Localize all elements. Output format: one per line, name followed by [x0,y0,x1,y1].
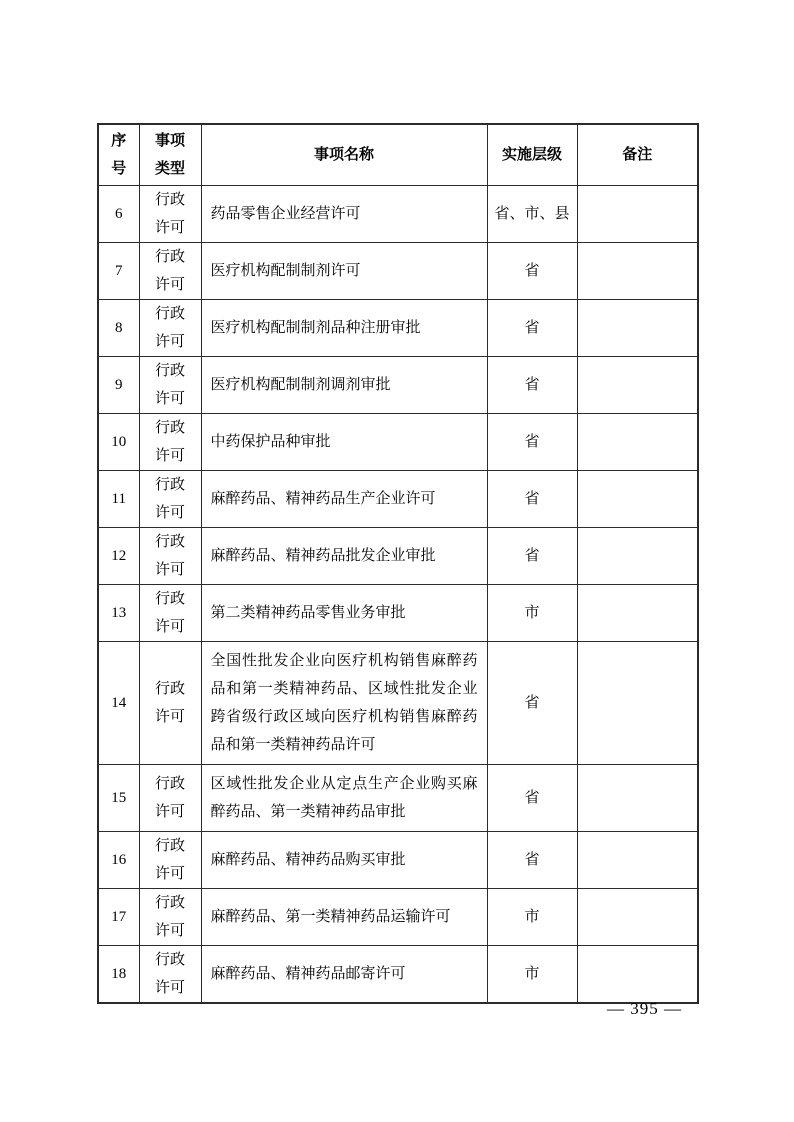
cell-item-type-label: 行政许可 [155,249,186,293]
table-body [98,186,698,1004]
cell-item-type [139,471,201,528]
cell-item-name: 麻醉药品、精神药品购买审批 [201,832,487,889]
cell-serial-number: 18 [98,946,139,1004]
cell-item-type [139,946,201,1004]
cell-item-type-label: 行政许可 [155,363,186,407]
header-label: 事项名称 [313,146,374,163]
table-row [98,585,698,642]
cell-serial-number: 10 [98,414,139,471]
cell-remark [577,357,698,414]
cell-item-type [139,889,201,946]
cell-implementation-level: 省 [487,765,577,832]
column-header-item-type [139,124,201,186]
cell-implementation-level: 省、市、县 [487,186,577,243]
cell-serial-number: 15 [98,765,139,832]
header-label: 实施层级 [501,146,562,163]
cell-serial-number: 7 [98,243,139,300]
table-row [98,765,698,832]
cell-remark [577,946,698,1004]
cell-item-type-label: 行政许可 [155,895,186,939]
cell-implementation-level: 市 [487,585,577,642]
cell-item-name: 医疗机构配制制剂调剂审批 [201,357,487,414]
cell-serial-number: 9 [98,357,139,414]
cell-remark [577,414,698,471]
cell-remark [577,243,698,300]
page-number: — 395 — [607,999,682,1018]
table-row [98,471,698,528]
cell-serial-number: 17 [98,889,139,946]
cell-item-type-label: 行政许可 [155,192,186,236]
cell-remark [577,585,698,642]
cell-remark [577,528,698,585]
table-row [98,414,698,471]
cell-remark [577,832,698,889]
cell-item-type-label: 行政许可 [155,306,186,350]
cell-item-type-label: 行政许可 [155,952,186,996]
cell-item-name: 麻醉药品、精神药品批发企业审批 [201,528,487,585]
column-header-serial-number [98,124,139,186]
cell-serial-number: 16 [98,832,139,889]
cell-implementation-level: 省 [487,528,577,585]
cell-item-type-label: 行政许可 [155,420,186,464]
table-row [98,642,698,765]
cell-implementation-level: 省 [487,243,577,300]
cell-item-type [139,585,201,642]
cell-remark [577,642,698,765]
cell-implementation-level: 省 [487,300,577,357]
column-header-remark [577,124,698,186]
cell-item-name: 药品零售企业经营许可 [201,186,487,243]
table-row [98,528,698,585]
items-table [97,123,699,1004]
cell-item-name: 全国性批发企业向医疗机构销售麻醉药品和第一类精神药品、区域性批发企业跨省级行政区域向医疗机构销售麻醉药品和第一类精神药品许可 [201,642,487,765]
header-label: 事项类型 [155,132,186,177]
cell-item-type-label: 行政许可 [155,591,186,635]
cell-item-type [139,300,201,357]
column-header-implementation-level [487,124,577,186]
cell-item-type [139,528,201,585]
cell-remark [577,889,698,946]
cell-serial-number: 8 [98,300,139,357]
cell-serial-number: 6 [98,186,139,243]
cell-serial-number: 13 [98,585,139,642]
column-header-item-name [201,124,487,186]
cell-item-type-label: 行政许可 [155,681,186,725]
cell-item-name: 医疗机构配制制剂许可 [201,243,487,300]
table-row [98,889,698,946]
cell-item-type-label: 行政许可 [155,776,186,820]
cell-item-name: 医疗机构配制制剂品种注册审批 [201,300,487,357]
cell-item-type-label: 行政许可 [155,477,186,521]
cell-item-name: 麻醉药品、精神药品邮寄许可 [201,946,487,1004]
table-header-row [98,124,698,186]
table-row [98,186,698,243]
table-row [98,357,698,414]
cell-item-name: 区域性批发企业从定点生产企业购买麻醉药品、第一类精神药品审批 [201,765,487,832]
cell-item-type [139,414,201,471]
cell-item-name: 中药保护品种审批 [201,414,487,471]
cell-item-type [139,186,201,243]
cell-implementation-level: 省 [487,357,577,414]
cell-item-type [139,765,201,832]
cell-item-name: 麻醉药品、精神药品生产企业许可 [201,471,487,528]
cell-remark [577,186,698,243]
cell-item-name: 麻醉药品、第一类精神药品运输许可 [201,889,487,946]
table-row [98,946,698,1004]
cell-item-type [139,243,201,300]
cell-implementation-level: 省 [487,471,577,528]
cell-item-type [139,642,201,765]
table-row [98,300,698,357]
cell-implementation-level: 市 [487,889,577,946]
header-label: 序号 [111,132,127,177]
cell-item-type [139,832,201,889]
cell-remark [577,300,698,357]
cell-serial-number: 12 [98,528,139,585]
cell-implementation-level: 省 [487,642,577,765]
cell-serial-number: 14 [98,642,139,765]
cell-serial-number: 11 [98,471,139,528]
cell-item-type-label: 行政许可 [155,534,186,578]
cell-remark [577,471,698,528]
header-label: 备注 [622,146,653,163]
cell-implementation-level: 市 [487,946,577,1004]
cell-remark [577,765,698,832]
cell-implementation-level: 省 [487,414,577,471]
cell-implementation-level: 省 [487,832,577,889]
table-row [98,832,698,889]
cell-item-type-label: 行政许可 [155,838,186,882]
cell-item-type [139,357,201,414]
cell-item-name: 第二类精神药品零售业务审批 [201,585,487,642]
table-row [98,243,698,300]
